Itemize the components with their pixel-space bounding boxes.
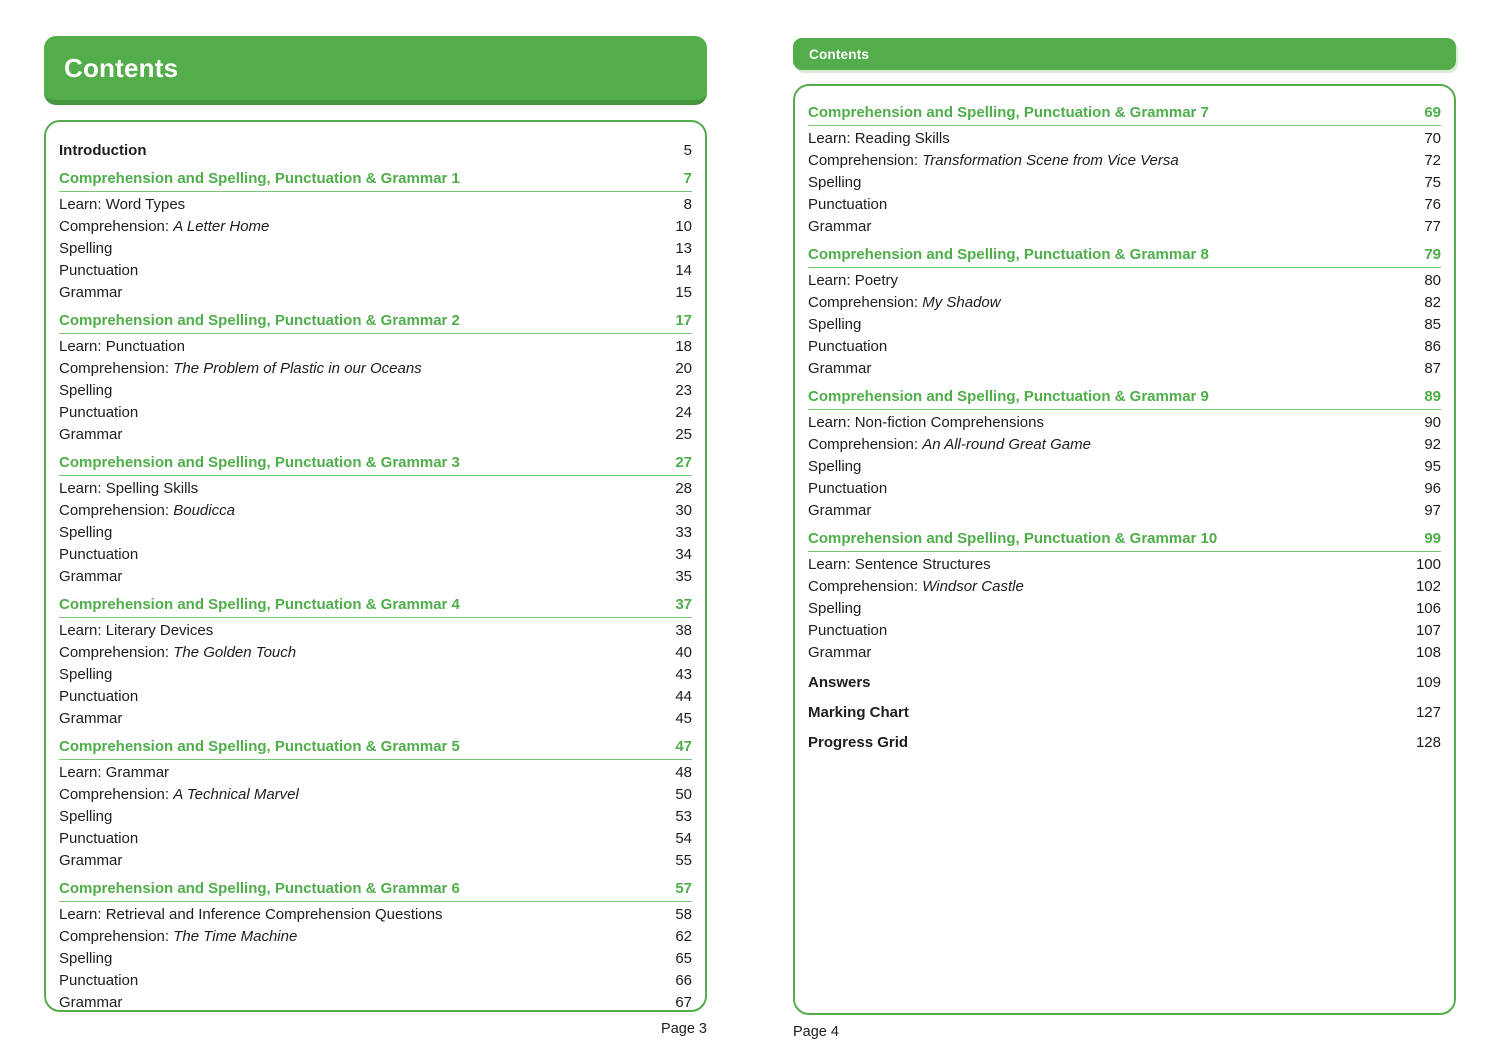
toc-entry-label: Punctuation [808, 196, 888, 213]
toc-entry-page: 102 [1415, 578, 1441, 595]
toc-entry-label: Spelling [808, 600, 862, 617]
toc-section-heading-label: Comprehension and Spelling, Punctuation & Grammar 4 [59, 596, 460, 613]
toc-bold-entry-label: Marking Chart [808, 704, 909, 721]
toc-section-heading-page: 17 [675, 312, 692, 329]
toc-entry [59, 948, 692, 970]
toc-entry-page: 108 [1415, 644, 1441, 661]
toc-entry-page: 35 [675, 568, 692, 585]
toc-section-heading-label: Comprehension and Spelling, Punctuation & Grammar 7 [808, 104, 1209, 121]
toc-section-heading-label: Comprehension and Spelling, Punctuation & Grammar 10 [808, 530, 1218, 547]
toc-entry-page: 106 [1415, 600, 1441, 617]
toc-entry-label: Learn: Reading Skills [808, 130, 950, 147]
toc-entry [59, 806, 692, 828]
toc-entry-label: Learn: Non-fiction Comprehensions [808, 414, 1044, 431]
toc-entry-page: 50 [675, 786, 692, 803]
toc-section-heading [59, 452, 692, 476]
toc-left [44, 120, 707, 1012]
toc-entry-page: 66 [675, 972, 692, 989]
toc-entry-label: Punctuation [808, 622, 888, 639]
toc-entry-label: Spelling [59, 950, 113, 967]
toc-entry [59, 642, 692, 664]
toc-section-heading-page: 37 [675, 596, 692, 613]
toc-entry-label: Punctuation [59, 972, 139, 989]
toc-entry-page: 87 [1424, 360, 1441, 377]
toc-entry-label: Spelling [808, 316, 862, 333]
toc-entry [59, 926, 692, 948]
page-left [44, 0, 707, 1037]
toc-entry [59, 522, 692, 544]
toc-entry-page: 34 [675, 546, 692, 563]
toc-section-heading-label: Comprehension and Spelling, Punctuation & Grammar 1 [59, 170, 460, 187]
toc-section-heading-page: 79 [1424, 246, 1441, 263]
toc-section-heading-label: Comprehension and Spelling, Punctuation & Grammar 9 [808, 388, 1209, 405]
toc-bold-entry-label: Introduction [59, 142, 147, 159]
toc-entry-page: 38 [675, 622, 692, 639]
toc-section-heading-label: Comprehension and Spelling, Punctuation & Grammar 8 [808, 246, 1209, 263]
toc-entry [808, 292, 1441, 314]
toc-entry [808, 620, 1441, 642]
toc-entry [808, 598, 1441, 620]
toc-entry-label: Learn: Literary Devices [59, 622, 214, 639]
toc-entry-label: Learn: Poetry [808, 272, 899, 289]
toc-entry-page: 55 [675, 852, 692, 869]
toc-entry-page: 75 [1424, 174, 1441, 191]
toc-entry [808, 642, 1441, 664]
toc-entry-page: 33 [675, 524, 692, 541]
toc-entry-page: 67 [675, 994, 692, 1011]
toc-entry-label: Grammar [808, 218, 872, 235]
toc-entry [808, 478, 1441, 500]
toc-entry [808, 172, 1441, 194]
toc-entry-label: Comprehension: Transformation Scene from Vice Versa [808, 152, 1179, 169]
toc-entry [59, 664, 692, 686]
toc-entry-page: 80 [1424, 272, 1441, 289]
toc-section-heading [59, 878, 692, 902]
toc-section-heading [808, 386, 1441, 410]
toc-section-heading [808, 244, 1441, 268]
toc-entry [59, 336, 692, 358]
toc-entry [808, 412, 1441, 434]
toc-entry-page: 76 [1424, 196, 1441, 213]
toc-entry [59, 686, 692, 708]
toc-section-heading-page: 69 [1424, 104, 1441, 121]
page-right [793, 0, 1456, 1040]
toc-entry-label: Comprehension: The Problem of Plastic in our Oceans [59, 360, 422, 377]
toc-section-heading-page: 57 [675, 880, 692, 897]
toc-entry [59, 500, 692, 522]
page-left-header [44, 36, 707, 105]
toc-entry-italic-title: The Golden Touch [173, 644, 297, 661]
toc-entry [808, 314, 1441, 336]
toc-entry-label: Comprehension: Windsor Castle [808, 578, 1024, 595]
toc-entry-label: Learn: Punctuation [59, 338, 185, 355]
toc-entry-page: 54 [675, 830, 692, 847]
toc-entry [59, 194, 692, 216]
toc-entry [59, 260, 692, 282]
toc-entry-label: Grammar [59, 426, 123, 443]
toc-entry-label: Grammar [808, 502, 872, 519]
toc-entry-page: 40 [675, 644, 692, 661]
page-right-header [793, 38, 1456, 70]
toc-entry-page: 62 [675, 928, 692, 945]
toc-bold-entry [808, 672, 1441, 694]
toc-entry-label: Comprehension: Boudicca [59, 502, 235, 519]
toc-entry [808, 576, 1441, 598]
page-left-footer: Page 3 [661, 1021, 707, 1037]
toc-entry [59, 282, 692, 304]
toc-bold-entry-page: 128 [1415, 734, 1441, 751]
toc-bold-entry-page: 127 [1415, 704, 1441, 721]
toc-entry [59, 828, 692, 850]
toc-entry-page: 24 [675, 404, 692, 421]
toc-entry-label: Comprehension: The Time Machine [59, 928, 298, 945]
toc-bold-entry [808, 732, 1441, 754]
toc-entry-page: 53 [675, 808, 692, 825]
toc-entry-page: 90 [1424, 414, 1441, 431]
toc-entry-page: 45 [675, 710, 692, 727]
toc-section-heading-label: Comprehension and Spelling, Punctuation & Grammar 2 [59, 312, 460, 329]
toc-entry-page: 20 [675, 360, 692, 377]
toc-entry-label: Comprehension: An All-round Great Game [808, 436, 1091, 453]
toc-entry [59, 708, 692, 730]
toc-entry-page: 14 [675, 262, 692, 279]
toc-entry-label: Learn: Grammar [59, 764, 170, 781]
toc-entry [59, 478, 692, 500]
toc-entry [808, 554, 1441, 576]
toc-entry-label: Comprehension: My Shadow [808, 294, 1001, 311]
toc-section-heading [808, 102, 1441, 126]
toc-entry-label: Punctuation [808, 338, 888, 355]
toc-entry [59, 380, 692, 402]
toc-entry-page: 28 [675, 480, 692, 497]
toc-entry-italic-title: An All-round Great Game [922, 436, 1091, 453]
toc-entry-label: Learn: Sentence Structures [808, 556, 991, 573]
toc-entry-page: 58 [675, 906, 692, 923]
toc-entry [59, 992, 692, 1014]
toc-entry [808, 194, 1441, 216]
toc-bold-entry-page: 109 [1415, 674, 1441, 691]
toc-entry-italic-title: The Problem of Plastic in our Oceans [173, 360, 422, 377]
toc-section-heading-page: 7 [683, 170, 692, 187]
toc-entry-page: 44 [675, 688, 692, 705]
toc-section-heading [808, 528, 1441, 552]
toc-entry [808, 216, 1441, 238]
toc-entry-label: Punctuation [59, 404, 139, 421]
toc-entry-page: 97 [1424, 502, 1441, 519]
toc-entry [808, 150, 1441, 172]
toc-entry-page: 96 [1424, 480, 1441, 497]
toc-entry-page: 77 [1424, 218, 1441, 235]
toc-entry-italic-title: A Letter Home [173, 218, 270, 235]
toc-entry [59, 238, 692, 260]
toc-entry-label: Learn: Retrieval and Inference Comprehension Questions [59, 906, 443, 923]
toc-entry-page: 43 [675, 666, 692, 683]
toc-entry-page: 10 [675, 218, 692, 235]
toc-entry-label: Comprehension: A Letter Home [59, 218, 270, 235]
toc-entry-page: 86 [1424, 338, 1441, 355]
toc-entry [808, 434, 1441, 456]
toc-entry-label: Grammar [808, 360, 872, 377]
toc-entry-page: 95 [1424, 458, 1441, 475]
toc-section-heading-label: Comprehension and Spelling, Punctuation & Grammar 6 [59, 880, 460, 897]
toc-entry-page: 72 [1424, 152, 1441, 169]
toc-entry [59, 904, 692, 926]
toc-entry [808, 358, 1441, 380]
toc-entry-page: 23 [675, 382, 692, 399]
toc-entry [59, 424, 692, 446]
toc-right [793, 84, 1456, 1015]
toc-entry [808, 128, 1441, 150]
toc-entry-italic-title: The Time Machine [173, 928, 298, 945]
toc-entry [59, 762, 692, 784]
toc-section-heading-label: Comprehension and Spelling, Punctuation & Grammar 5 [59, 738, 460, 755]
toc-entry-page: 100 [1415, 556, 1441, 573]
toc-entry-page: 8 [683, 196, 692, 213]
toc-entry-italic-title: Boudicca [173, 502, 235, 519]
toc-entry-page: 65 [675, 950, 692, 967]
page-title: Contents [64, 52, 179, 83]
toc-entry-label: Spelling [59, 808, 113, 825]
toc-entry-label: Comprehension: A Technical Marvel [59, 786, 299, 803]
toc-section-heading-page: 89 [1424, 388, 1441, 405]
page-right-footer: Page 4 [793, 1024, 839, 1040]
toc-entry-label: Punctuation [59, 830, 139, 847]
toc-entry [808, 270, 1441, 292]
toc-section-heading [59, 594, 692, 618]
toc-entry [59, 402, 692, 424]
toc-entry [59, 784, 692, 806]
toc-entry-label: Comprehension: The Golden Touch [59, 644, 297, 661]
toc-entry [59, 970, 692, 992]
toc-entry [59, 850, 692, 872]
page-title-small: Contents [809, 46, 870, 62]
toc-bold-entry-label: Answers [808, 674, 871, 691]
toc-entry-label: Grammar [59, 568, 123, 585]
toc-entry-label: Punctuation [59, 262, 139, 279]
toc-entry [59, 566, 692, 588]
toc-bold-entry-label: Progress Grid [808, 734, 909, 751]
toc-entry-label: Spelling [808, 174, 862, 191]
toc-entry [808, 336, 1441, 358]
toc-bold-entry [808, 702, 1441, 724]
toc-entry-label: Spelling [59, 666, 113, 683]
toc-entry-label: Grammar [808, 644, 872, 661]
toc-entry-page: 25 [675, 426, 692, 443]
toc-entry [59, 358, 692, 380]
toc-entry [59, 620, 692, 642]
toc-entry-page: 13 [675, 240, 692, 257]
toc-entry-label: Grammar [59, 710, 123, 727]
toc-entry-page: 70 [1424, 130, 1441, 147]
toc-entry-italic-title: A Technical Marvel [173, 786, 299, 803]
toc-entry-label: Grammar [59, 994, 123, 1011]
toc-entry-italic-title: My Shadow [922, 294, 1001, 311]
toc-entry-page: 92 [1424, 436, 1441, 453]
toc-entry [59, 544, 692, 566]
toc-entry-label: Punctuation [59, 546, 139, 563]
toc-entry-page: 18 [675, 338, 692, 355]
toc-entry [808, 500, 1441, 522]
toc-entry-label: Spelling [59, 240, 113, 257]
toc-entry-label: Grammar [59, 852, 123, 869]
toc-entry-page: 15 [675, 284, 692, 301]
toc-entry-label: Spelling [59, 524, 113, 541]
toc-section-heading [59, 736, 692, 760]
toc-section-heading-page: 47 [675, 738, 692, 755]
toc-entry-label: Learn: Spelling Skills [59, 480, 199, 497]
toc-entry-page: 30 [675, 502, 692, 519]
toc-entry-italic-title: Windsor Castle [922, 578, 1024, 595]
toc-section-heading [59, 168, 692, 192]
toc-entry-label: Grammar [59, 284, 123, 301]
toc-entry-italic-title: Transformation Scene from Vice Versa [922, 152, 1179, 169]
toc-entry-page: 107 [1415, 622, 1441, 639]
toc-section-heading-page: 27 [675, 454, 692, 471]
toc-entry-label: Spelling [808, 458, 862, 475]
toc-bold-entry [59, 140, 692, 162]
toc-section-heading [59, 310, 692, 334]
toc-section-heading-page: 99 [1424, 530, 1441, 547]
toc-entry [59, 216, 692, 238]
toc-entry-page: 48 [675, 764, 692, 781]
toc-entry-label: Spelling [59, 382, 113, 399]
toc-entry-label: Learn: Word Types [59, 196, 186, 213]
toc-entry-page: 85 [1424, 316, 1441, 333]
toc-section-heading-label: Comprehension and Spelling, Punctuation & Grammar 3 [59, 454, 460, 471]
toc-bold-entry-page: 5 [683, 142, 692, 159]
toc-entry-label: Punctuation [59, 688, 139, 705]
toc-entry-label: Punctuation [808, 480, 888, 497]
toc-entry-page: 82 [1424, 294, 1441, 311]
toc-entry [808, 456, 1441, 478]
